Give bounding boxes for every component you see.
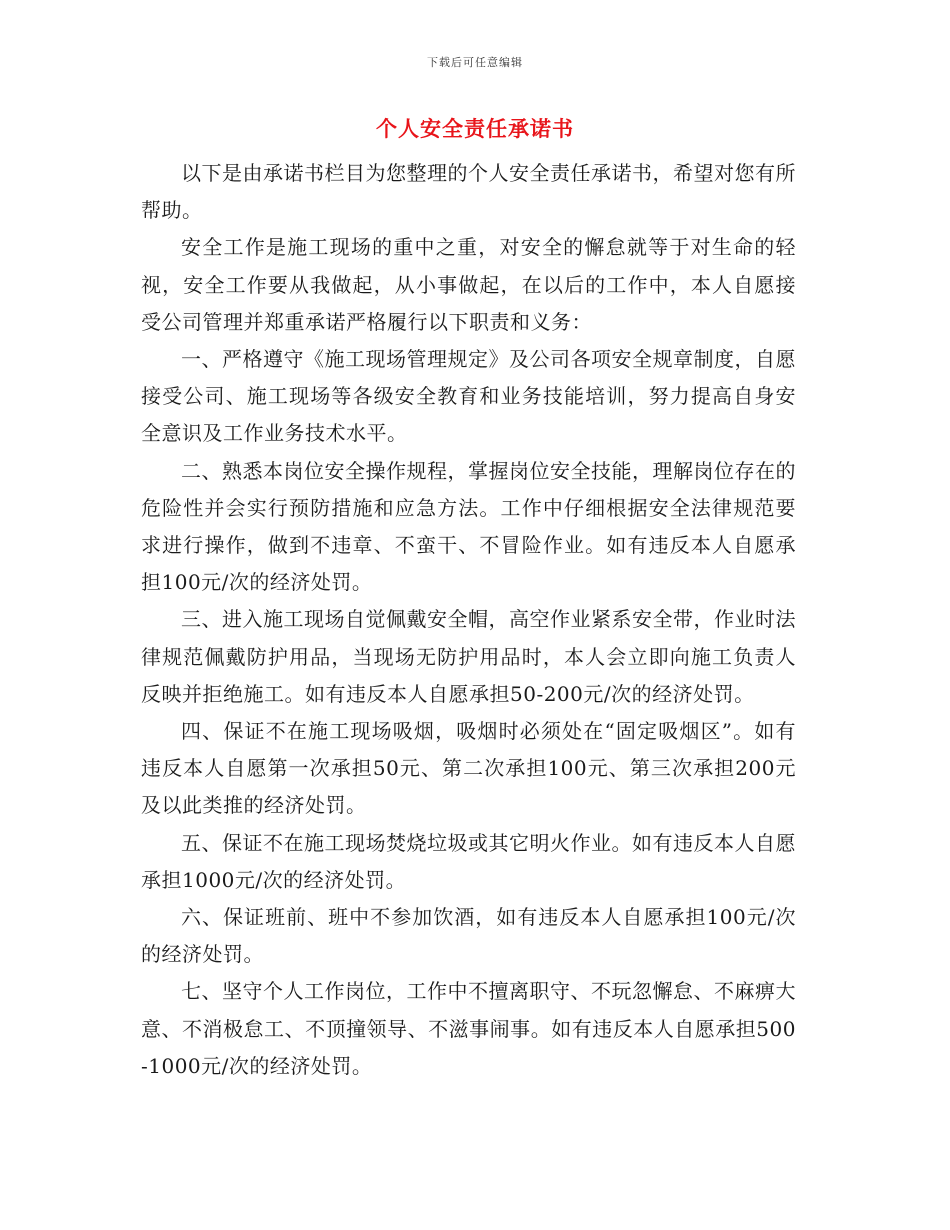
paragraph-clause-6: 六、保证班前、班中不参加饮酒，如有违反本人自愿承担100元/次的经济处罚。 — [141, 905, 796, 967]
document-body — [141, 155, 796, 1085]
paragraph-clause-1: 一、严格遵守《施工现场管理规定》及公司各项安全规章制度，自愿接受公司、施工现场等各级安全教育和业务技能培训，努力提高自身安全意识及工作业务技术水平。 — [141, 347, 796, 446]
page-header-note: 下载后可任意编辑 — [427, 56, 523, 69]
paragraph-clause-3: 三、进入施工现场自觉佩戴安全帽，高空作业紧系安全带，作业时法律规范佩戴防护用品，当现场无防护用品时，本人会立即向施工负责人反映并拒绝施工。如有违反本人自愿承担50-200元/次的经济处罚。 — [141, 607, 796, 706]
document-title: 个人安全责任承诺书 — [376, 116, 574, 141]
paragraph-preamble: 安全工作是施工现场的重中之重，对安全的懈怠就等于对生命的轻视，安全工作要从我做起，从小事做起，在以后的工作中，本人自愿接受公司管理并郑重承诺严格履行以下职责和义务： — [141, 235, 796, 334]
paragraph-clause-2: 二、熟悉本岗位安全操作规程，掌握岗位安全技能，理解岗位存在的危险性并会实行预防措施和应急方法。工作中仔细根据安全法律规范要求进行操作，做到不违章、不蛮干、不冒险作业。如有违反本人自愿承担100元/次的经济处罚。 — [141, 458, 796, 595]
paragraph-intro: 以下是由承诺书栏目为您整理的个人安全责任承诺书，希望对您有所帮助。 — [141, 161, 796, 223]
paragraph-clause-5: 五、保证不在施工现场焚烧垃圾或其它明火作业。如有违反本人自愿承担1000元/次的经济处罚。 — [141, 830, 796, 892]
paragraph-clause-7: 七、坚守个人工作岗位，工作中不擅离职守、不玩忽懈怠、不麻痹大意、不消极怠工、不顶撞领导、不滋事闹事。如有违反本人自愿承担500-1000元/次的经济处罚。 — [141, 979, 796, 1078]
paragraph-clause-4: 四、保证不在施工现场吸烟，吸烟时必须处在“固定吸烟区”。如有违反本人自愿第一次承担50元、第二次承担100元、第三次承担200元及以此类推的经济处罚。 — [141, 719, 796, 818]
